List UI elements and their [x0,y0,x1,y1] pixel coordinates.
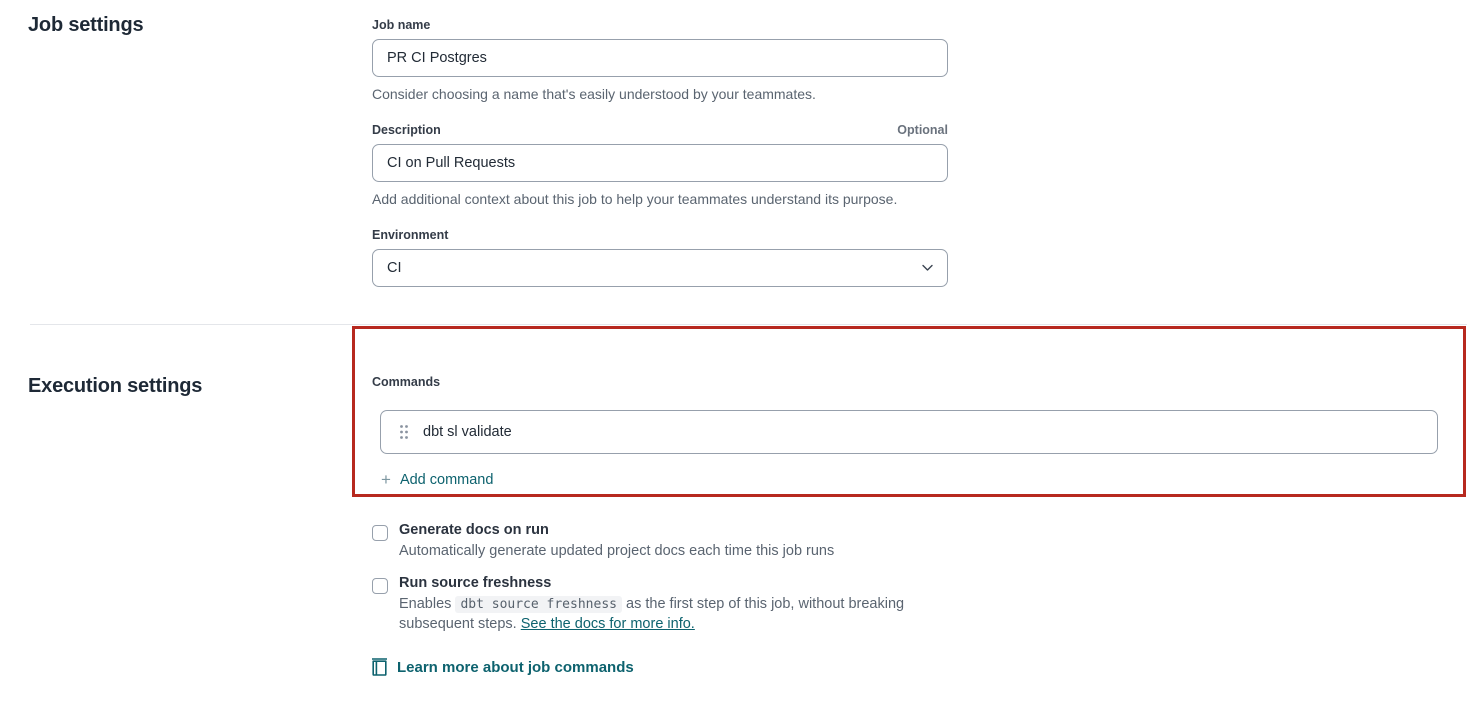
source-freshness-option [372,575,940,634]
environment-field [372,228,948,287]
drag-handle-icon[interactable] [393,418,415,446]
job-name-label: Job name [372,18,431,32]
job-name-input[interactable] [372,39,948,77]
chevron-down-icon [922,265,933,272]
command-row [380,410,1438,454]
generate-docs-label: Generate docs on run [399,522,549,538]
description-optional-badge: Optional [897,123,948,137]
commands-label: Commands [372,375,441,389]
source-freshness-checkbox[interactable] [372,578,388,594]
section-divider [30,324,1467,325]
description-label: Description [372,123,441,137]
execution-settings-heading: Execution settings [28,375,203,397]
job-name-helper: Consider choosing a name that's easily understood by your teammates. [372,86,816,102]
add-command-label: Add command [399,471,494,488]
description-helper: Add additional context about this job to help your teammates understand its purpose. [372,191,898,207]
source-freshness-text-before: Enables [399,596,452,612]
job-name-field [372,18,948,102]
commands-highlight-box [352,326,1466,497]
job-settings-heading: Job settings [28,14,144,36]
learn-more-link[interactable] [372,658,634,676]
learn-more-label: Learn more about job commands [397,658,634,676]
environment-select[interactable] [372,249,948,287]
source-freshness-label: Run source freshness [399,575,552,591]
add-command-button[interactable] [381,471,493,488]
generate-docs-option [372,522,940,561]
job-options [372,522,940,681]
see-docs-link[interactable]: See the docs for more info. [520,616,695,632]
generate-docs-checkbox[interactable] [372,525,388,541]
description-input[interactable] [372,144,948,182]
environment-label: Environment [372,228,449,242]
generate-docs-description: Automatically generate updated project docs each time this job runs [399,543,835,559]
source-freshness-code: dbt source freshness [455,596,622,613]
environment-selected-value: CI [387,260,402,276]
job-settings-form [372,18,948,287]
source-freshness-description [399,594,940,634]
source-freshness-text-after: as the first step of this job, without breaking subsequent steps. [399,596,905,632]
description-field [372,123,948,207]
plus-icon: + [381,470,391,489]
book-icon [372,658,387,676]
command-input[interactable] [423,424,1425,440]
